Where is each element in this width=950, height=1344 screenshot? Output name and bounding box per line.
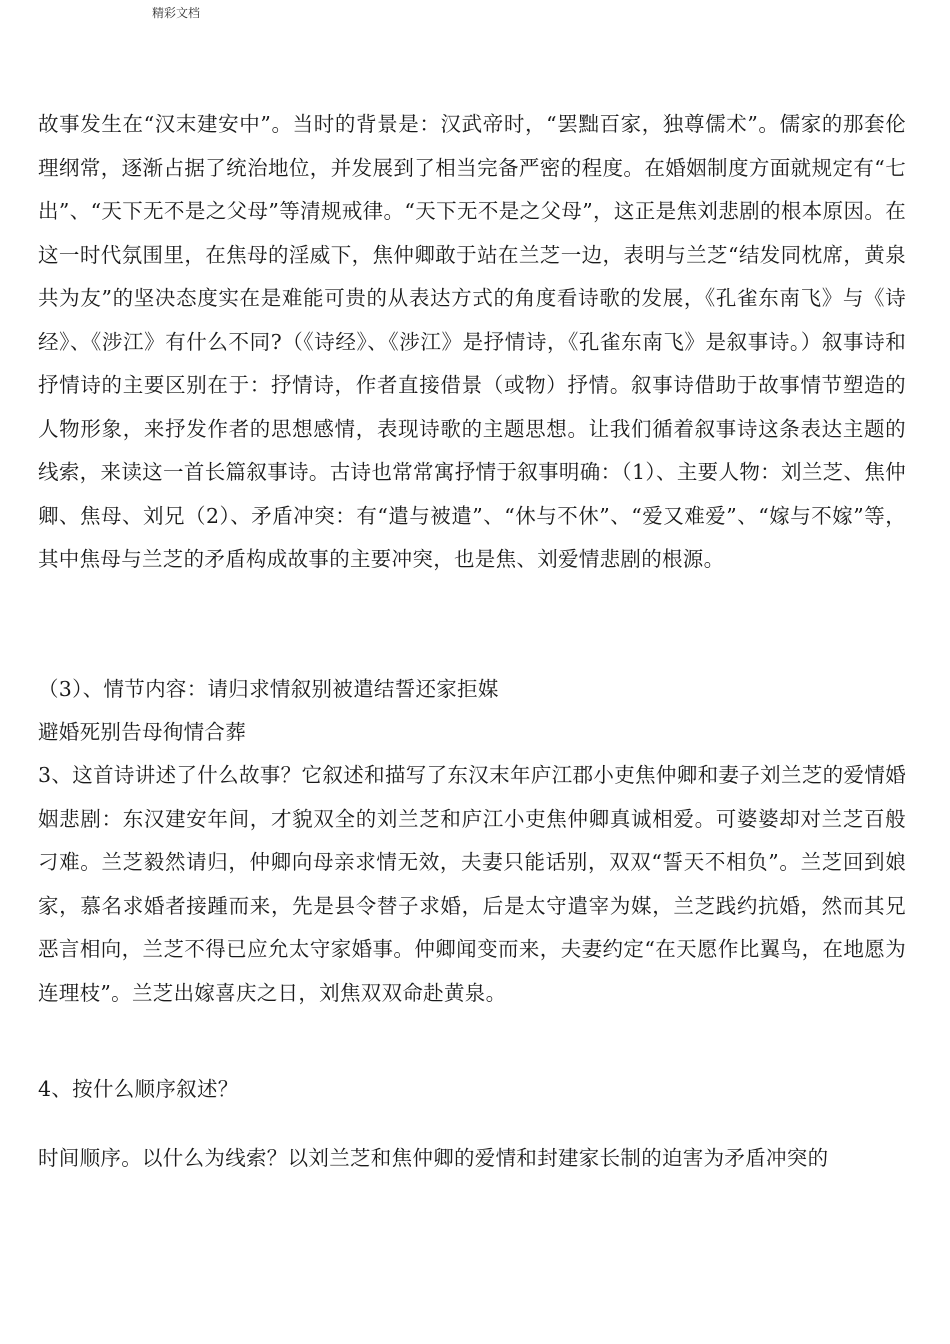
header-note: 精彩文档 [152,6,201,20]
paragraph-story: 3、这首诗讲述了什么故事？它叙述和描写了东汉末年庐江郡小吏焦仲卿和妻子刘兰芝的爱情婚姻悲剧：东汉建安年间，才貌双全的刘兰芝和庐江小吏焦仲卿真诚相爱。可婆婆却对兰芝百般刁难。兰芝毅然请归，仲卿向母亲求情无效，夫妻只能话别，双双“誓天不相负”。兰芝回到娘家，慕名求婚者接踵而来，先是县令替子求婚，后是太守遣宰为媒，兰芝践约抗婚，然而其兄恶言相向，兰芝不得已应允太守家婚事。仲卿闻变而来，夫妻约定“在天愿作比翼鸟，在地愿为连理枝”。兰芝出嫁喜庆之日，刘焦双双命赴黄泉。 [38,763,906,1005]
paragraph-plot-content-cont: 避婚死别告母徇情合葬 [38,720,246,744]
paragraph-order-question: 4、按什么顺序叙述？ [38,1077,239,1101]
paragraph-order-answer: 时间顺序。以什么为线索？以刘兰芝和焦仲卿的爱情和封建家长制的迫害为矛盾冲突的 [38,1146,829,1170]
paragraph-background: 故事发生在“汉末建安中”。当时的背景是：汉武帝时，“罢黜百家，独尊儒术”。儒家的那套伦理纲常，逐渐占据了统治地位，并发展到了相当完备严密的程度。在婚姻制度方面就规定有“七出”、“天下无不是之父母”等清规戒律。“天下无不是之父母”，这正是焦刘悲剧的根本原因。在这一时代氛围里，在焦母的淫威下，焦仲卿敢于站在兰芝一边，表明与兰芝“结发同枕席，黄泉共为友”的坚决态度实在是难能可贵的从表达方式的角度看诗歌的发展，《孔雀东南飞》与《诗经》、《涉江》有什么不同?（《诗经》、《涉江》是抒情诗，《孔雀东南飞》是叙事诗。）叙事诗和抒情诗的主要区别在于：抒情诗，作者直接借景（或物）抒情。叙事诗借助于故事情节塑造的人物形象，来抒发作者的思想感情，表现诗歌的主题思想。让我们循着叙事诗这条表达主题的线索，来读这一首长篇叙事诗。古诗也常常寓抒情于叙事明确：（1）、主要人物：刘兰芝、焦仲卿、焦母、刘兄（2）、矛盾冲突：有“遣与被遣”、“休与不休”、“爱又难爱”、“嫁与不嫁”等，其中焦母与兰芝的矛盾构成故事的主要冲突，也是焦、刘爱情悲剧的根源。 [38,112,906,571]
paragraph-plot-content: （3）、情节内容：请归求情叙别被遣结誓还家拒媒 [38,677,499,701]
